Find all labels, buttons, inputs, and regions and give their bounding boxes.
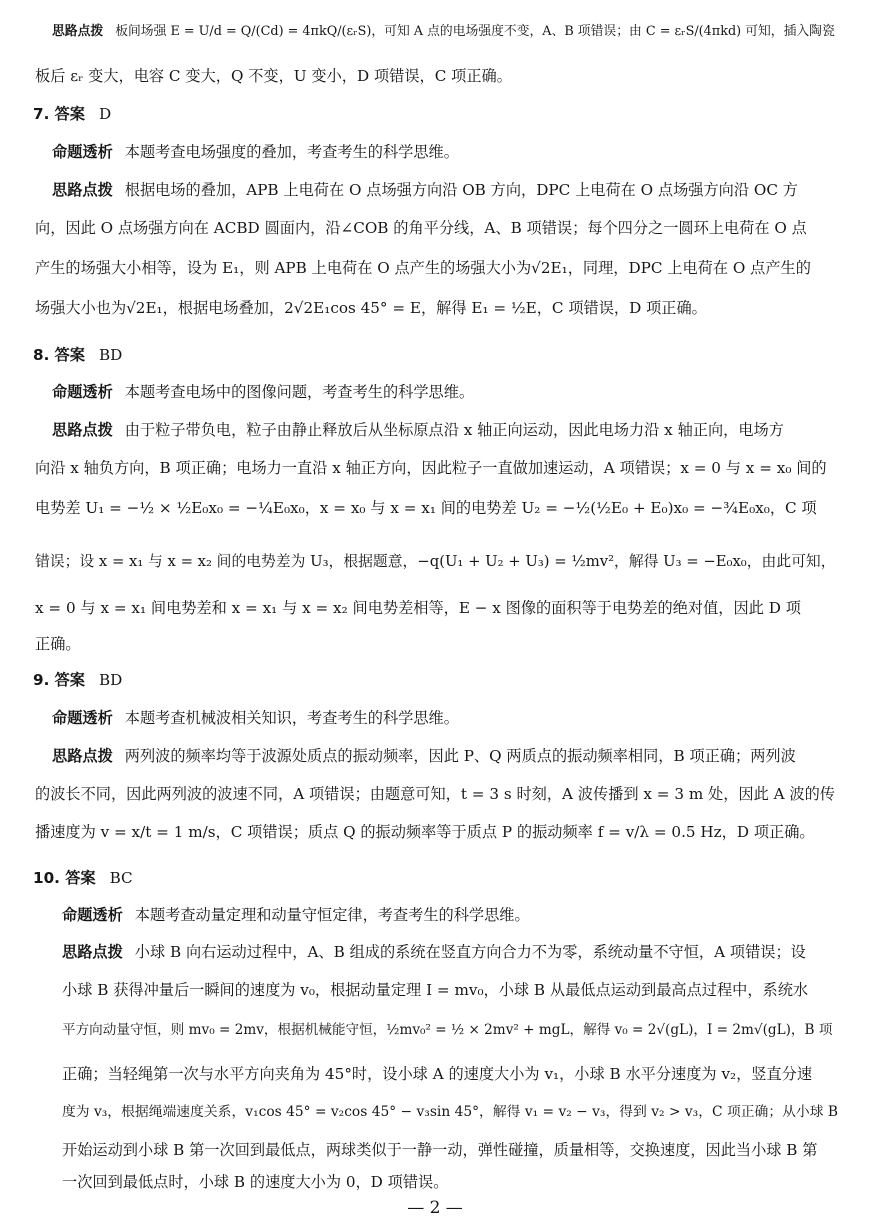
section-line — [52, 142, 459, 162]
answer-value: BD — [99, 671, 123, 689]
line-text: 本题考查电场强度的叠加，考查考生的科学思维。 — [124, 143, 459, 161]
text-line — [35, 822, 815, 842]
line-text: 小球 B 获得冲量后一瞬间的速度为 v₀，根据动量定理 I = mv₀，小球 B 从最低点运动到最高点过程中，系统水 — [62, 981, 809, 999]
text-line — [62, 980, 808, 1000]
section-line — [52, 746, 796, 766]
line-text: 本题考查机械波相关知识，考查考生的科学思维。 — [124, 709, 459, 727]
text-line — [62, 1064, 812, 1084]
line-text: 场强大小也为√2E₁，根据电场叠加，2√2E₁cos 45° = E，解得 E₁ = ½E，C 项错误，D 项正确。 — [35, 299, 707, 317]
text-line — [62, 1102, 838, 1122]
line-text: 电势差 U₁ = −½ × ½E₀x₀ = −¼E₀x₀，x = x₀ 与 x = x₁ 间的电势差 U₂ = −½(½E₀ + E₀)x₀ = −¾E₀x₀，C 项 — [35, 499, 817, 517]
answer-heading — [33, 868, 133, 888]
line-text: 播速度为 v = x/t = 1 m/s，C 项错误；质点 Q 的振动频率等于质点 P 的振动频率 f = v/λ = 0.5 Hz，D 项正确。 — [35, 823, 815, 841]
section-label: 命题透析 — [52, 143, 113, 161]
section-label: 命题透析 — [62, 906, 123, 924]
line-text: 根据电场的叠加，APB 上电荷在 O 点场强方向沿 OB 方向，DPC 上电荷在 O 点场强方向沿 OC 方 — [124, 181, 798, 199]
line-text: x = 0 与 x = x₁ 间电势差和 x = x₁ 与 x = x₂ 间电势差相等，E − x 图像的面积等于电势差的绝对值，因此 D 项 — [35, 599, 801, 617]
line-text: 一次回到最低点时，小球 B 的速度大小为 0，D 项错误。 — [62, 1173, 449, 1191]
answer-value: D — [99, 105, 112, 123]
line-text: 两列波的频率均等于波源处质点的振动频率，因此 P、Q 两质点的振动频率相同，B 项正确；两列波 — [124, 747, 796, 765]
answer-number: 7. 答案 — [33, 105, 85, 123]
section-line — [52, 180, 798, 200]
section-label: 思路点拨 — [52, 421, 113, 439]
answer-value: BC — [109, 869, 133, 887]
text-line — [35, 458, 827, 478]
text-line — [35, 552, 836, 572]
section-line — [52, 420, 784, 440]
line-text: 板后 εᵣ 变大，电容 C 变大，Q 不变，U 变小，D 项错误，C 项正确。 — [35, 67, 512, 85]
line-text: 小球 B 向右运动过程中，A、B 组成的系统在竖直方向合力不为零，系统动量不守恒，A 项错误；设 — [134, 943, 806, 961]
answer-value: BD — [99, 346, 123, 364]
section-label: 思路点拨 — [52, 181, 113, 199]
page-number: — 2 — — [407, 1198, 463, 1218]
text-line — [62, 1140, 817, 1160]
line-text: 的波长不同，因此两列波的波速不同，A 项错误；由题意可知，t = 3 s 时刻，A 波传播到 x = 3 m 处，因此 A 波的传 — [35, 785, 835, 803]
line-text: 向沿 x 轴负方向，B 项正确；电场力一直沿 x 轴正方向，因此粒子一直做加速运动，A 项错误；x = 0 与 x = x₀ 间的 — [35, 459, 827, 477]
text-line — [35, 634, 81, 654]
text-line — [62, 1172, 448, 1192]
line-text: 本题考查电场中的图像问题，考查考生的科学思维。 — [124, 383, 475, 401]
line-text: 平方向动量守恒，则 mv₀ = 2mv，根据机械能守恒，½mv₀² = ½ × 2mv² + mgL，解得 v₀ = 2√(gL)，I = 2m√(gL)，B 项 — [62, 1022, 833, 1038]
section-line — [52, 708, 459, 728]
text-line — [35, 218, 807, 238]
line-text: 开始运动到小球 B 第一次回到最低点，两球类似于一静一动，弹性碰撞，质量相等，交换速度，因此当小球 B 第 — [62, 1141, 818, 1159]
text-line — [35, 298, 707, 318]
text-line — [35, 258, 811, 278]
line-text: 本题考查动量定理和动量守恒定律，考查考生的科学思维。 — [134, 906, 530, 924]
answer-number: 8. 答案 — [33, 346, 85, 364]
line-text: 错误；设 x = x₁ 与 x = x₂ 间的电势差为 U₃，根据题意，−q(U₁ + U₂ + U₃) = ½mv²，解得 U₃ = −E₀x₀，由此可知， — [35, 553, 836, 570]
section-label: 思路点拨 — [52, 24, 104, 39]
answer-number: 10. 答案 — [33, 869, 96, 887]
section-label: 命题透析 — [52, 383, 113, 401]
text-line — [35, 498, 817, 518]
text-line — [62, 1020, 832, 1040]
section-label: 思路点拨 — [52, 747, 113, 765]
answer-number: 9. 答案 — [33, 671, 85, 689]
section-line — [62, 905, 530, 925]
section-line — [62, 942, 806, 962]
answer-heading — [33, 670, 122, 690]
line-text: 正确；当轻绳第一次与水平方向夹角为 45°时，设小球 A 的速度大小为 v₁，小球 B 水平分速度为 v₂，竖直分速 — [62, 1065, 813, 1083]
line-text: 正确。 — [35, 635, 81, 653]
section-line — [52, 382, 474, 402]
answer-heading — [33, 104, 111, 124]
text-line — [35, 598, 801, 618]
text-line — [35, 784, 835, 804]
section-label: 命题透析 — [52, 709, 113, 727]
line-text: 板间场强 E = U/d = Q/(Cd) = 4πkQ/(εᵣS)，可知 A 点的电场强度不变，A、B 项错误；由 C = εᵣS/(4πkd) 可知，插入陶瓷 — [115, 24, 835, 39]
section-line — [52, 22, 835, 42]
line-text: 度为 v₃，根据绳端速度关系，v₁cos 45° = v₂cos 45° − v₃sin 45°，解得 v₁ = v₂ − v₃，得到 v₂ > v₃，C 项正确；从小球 B — [62, 1104, 839, 1120]
line-text: 由于粒子带负电，粒子由静止释放后从坐标原点沿 x 轴正向运动，因此电场力沿 x 轴正向，电场方 — [124, 421, 784, 439]
line-text: 向，因此 O 点场强方向在 ACBD 圆面内，沿∠COB 的角平分线，A、B 项错误；每个四分之一圆环上电荷在 O 点 — [35, 219, 807, 237]
line-text: 产生的场强大小相等，设为 E₁，则 APB 上电荷在 O 点产生的场强大小为√2E₁，同理，DPC 上电荷在 O 点产生的 — [35, 259, 811, 277]
answer-heading — [33, 345, 122, 365]
text-line — [35, 66, 512, 86]
section-label: 思路点拨 — [62, 943, 123, 961]
